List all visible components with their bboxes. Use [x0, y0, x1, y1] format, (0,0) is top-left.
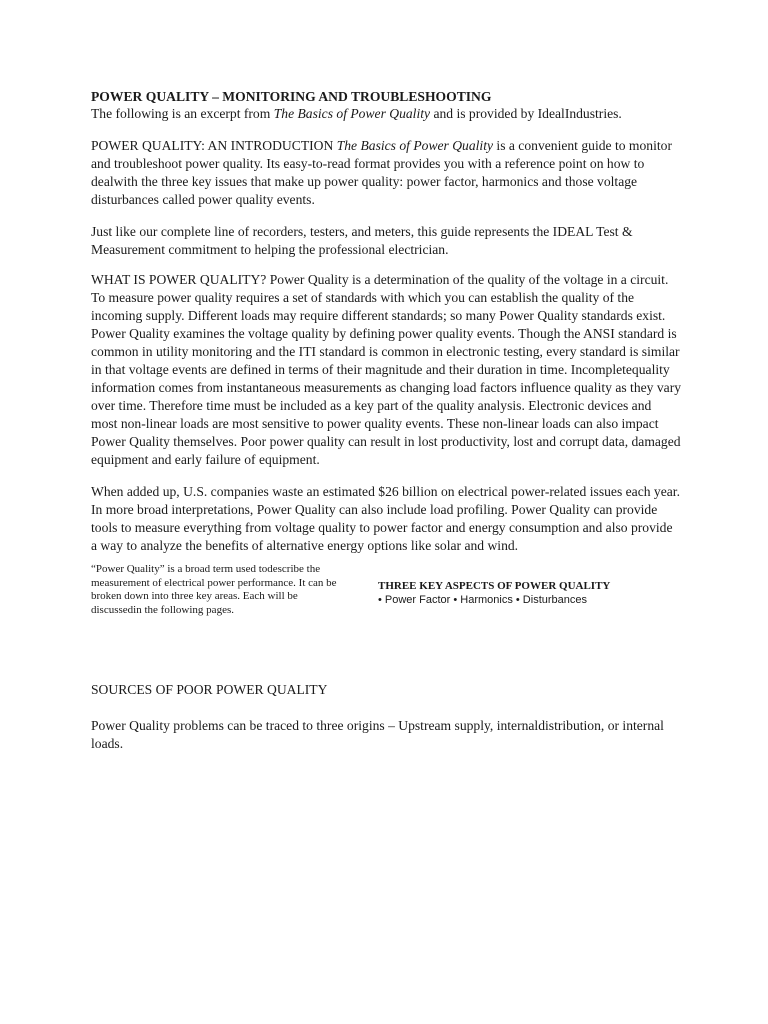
intro-text-after: and is provided by IdealIndustries.	[430, 106, 622, 121]
side-note: “Power Quality” is a broad term used todescribe the measurement of electrical power performance. It can be broken down into three key areas. Each will be discussedin the following pages.	[91, 563, 337, 616]
summary-row	[91, 563, 681, 653]
introduction-heading: POWER QUALITY: AN INTRODUCTION	[91, 138, 337, 153]
intro-text-before: The following is an excerpt from	[91, 106, 274, 121]
introduction-text: is a convenient guide to monitor and troubleshoot power quality. Its easy-to-read format provides you with a reference point on how to dealwith the three key issues that make up power quality: power factor, harmonics and those voltage disturbances called power quality events.	[91, 138, 672, 207]
key-aspects-title: THREE KEY ASPECTS OF POWER QUALITY	[378, 580, 611, 592]
intro-paragraph	[91, 105, 681, 123]
sources-paragraph: Power Quality problems can be traced to three origins – Upstream supply, internaldistribution, or internal loads.	[91, 718, 664, 751]
intro-book-title: The Basics of Power Quality	[273, 106, 431, 121]
introduction-book-title: The Basics of Power Quality	[336, 138, 494, 153]
introduction-paragraph	[91, 137, 681, 209]
cost-paragraph: When added up, U.S. companies waste an estimated $26 billion on electrical power-related issues each year. In more broad interpretations, Power Quality can also include load profiling. Power Quality can provide tools to measure everything from voltage quality to power factor and energy consumption and also provide a way to analyze the benefits of alternative energy options like solar and wind.	[91, 484, 680, 553]
document-page	[91, 88, 681, 761]
key-aspects-items: • Power Factor • Harmonics • Disturbances	[378, 594, 588, 606]
sources-heading: SOURCES OF POOR POWER QUALITY	[91, 682, 328, 697]
key-aspects-box	[378, 580, 678, 608]
document-title: POWER QUALITY – MONITORING AND TROUBLESHOOTING	[91, 89, 492, 104]
what-is-power-quality-paragraph: WHAT IS POWER QUALITY? Power Quality is a determination of the quality of the voltage in a circuit. To measure power quality requires a set of standards with which you can establish the quality of the incoming supply. Different loads may require different standards; so many Power Quality standards exist. Power Quality examines the voltage quality by defining power quality events. Though the ANSI standard is common in utility monitoring and the ITI standard is common in electronic testing, every standard is similar in that voltage events are defined in terms of their magnitude and their duration in time. Incompletequality information comes from instantaneous measurements as changing load factors influence quality as they vary over time. Therefore time must be included as a key part of the quality analysis. Electronic devices and most non-linear loads are most sensitive to power quality events. These non-linear loads can also impact Power Quality themselves. Poor power quality can result in lost productivity, lost and corrupt data, damaged equipment and early failure of equipment.	[91, 272, 682, 467]
commitment-paragraph: Just like our complete line of recorders, testers, and meters, this guide represents the IDEAL Test & Measurement commitment to helping the professional electrician.	[91, 224, 633, 257]
